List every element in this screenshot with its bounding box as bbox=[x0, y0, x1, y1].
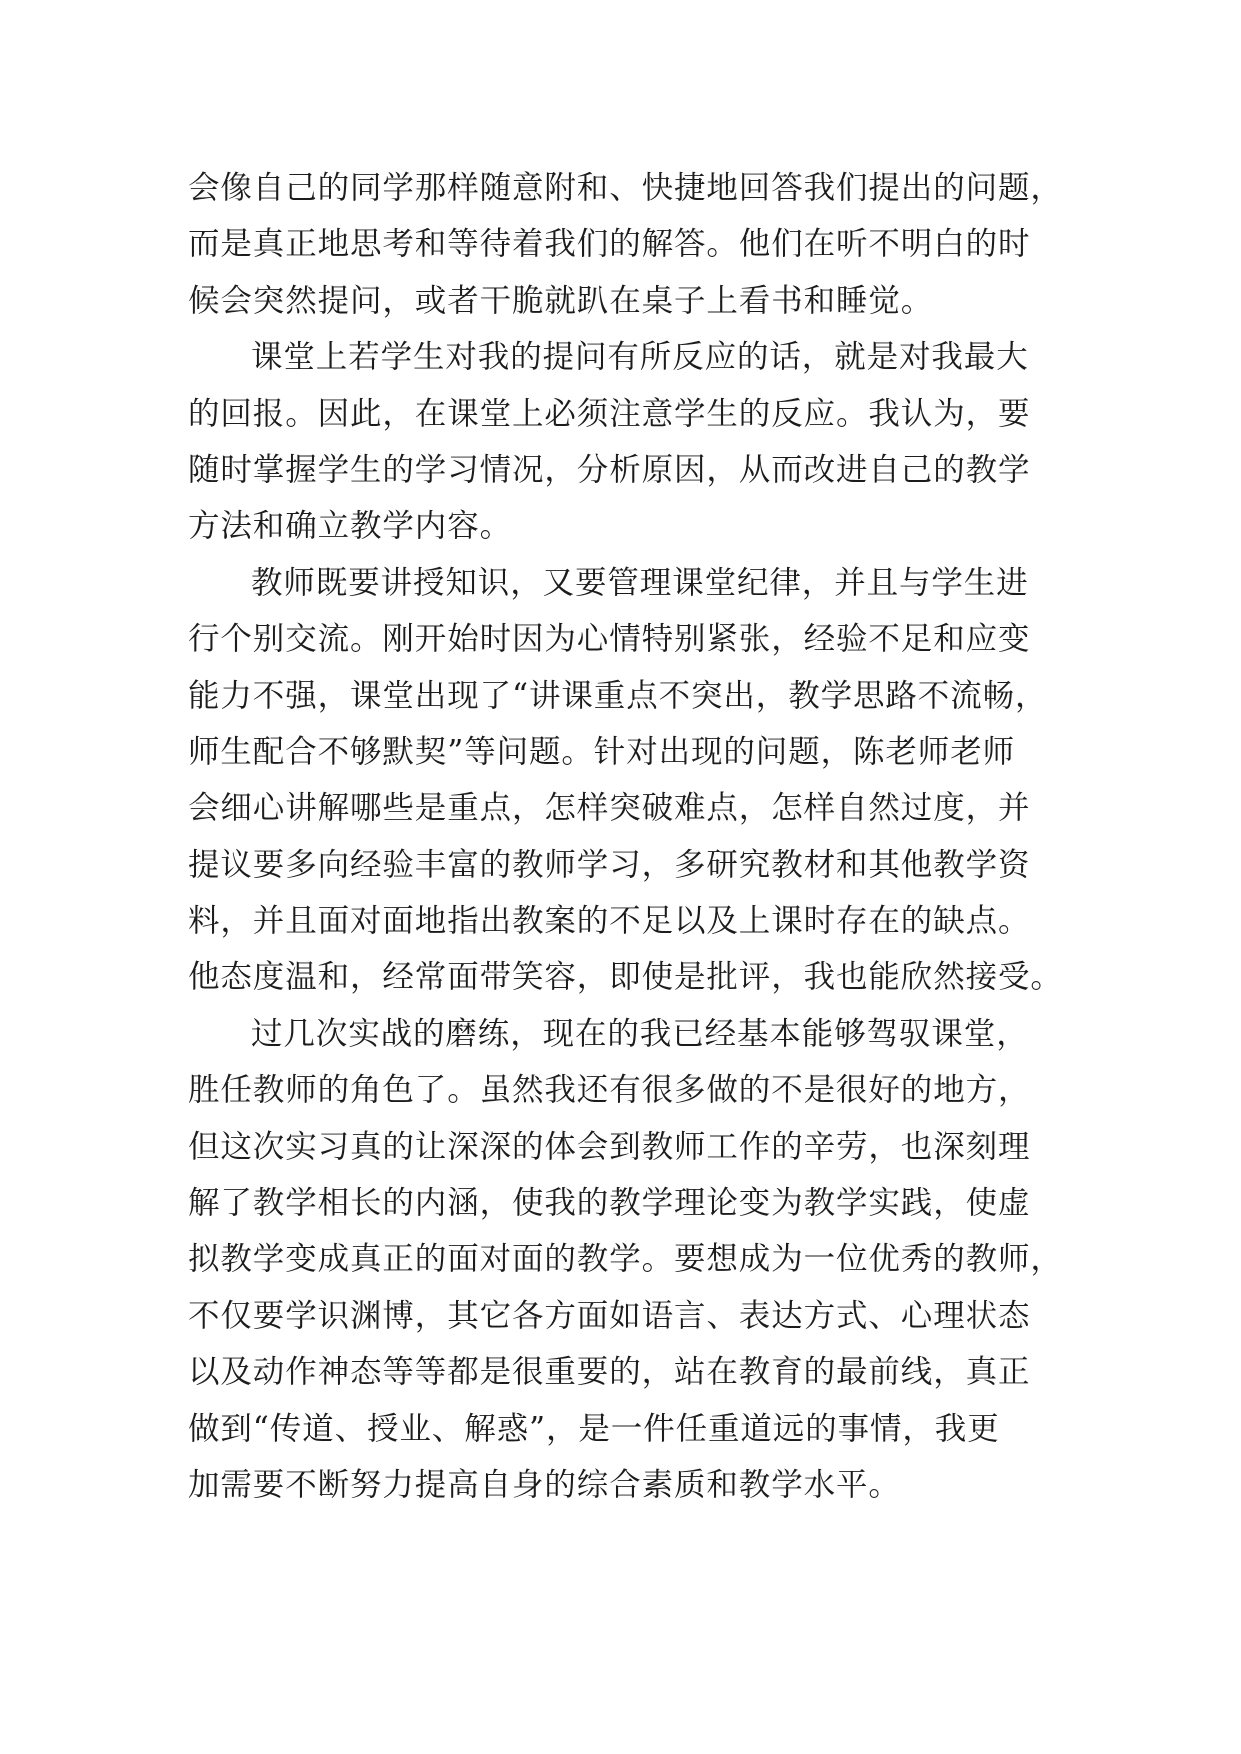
document-body bbox=[188, 160, 1088, 1513]
paragraph-1 bbox=[188, 160, 1088, 329]
text-line: 加需要不断努力提高自身的综合素质和教学水平。 bbox=[188, 1466, 901, 1503]
paragraph-4 bbox=[188, 1006, 1088, 1514]
text-line: 的回报。因此，在课堂上必须注意学生的反应。我认为，要 bbox=[188, 395, 1031, 432]
text-line: 不仅要学识渊博，其它各方面如语言、表达方式、心理状态 bbox=[188, 1297, 1031, 1334]
text-line: 行个别交流。刚开始时因为心情特别紧张，经验不足和应变 bbox=[188, 621, 1031, 658]
text-line: 师生配合不够默契”等问题。针对出现的问题，陈老师老师 bbox=[188, 733, 1016, 770]
text-line: 他态度温和，经常面带笑容，即使是批评，我也能欣然接受。 bbox=[188, 959, 1063, 996]
text-line: 会细心讲解哪些是重点，怎样突破难点，怎样自然过度，并 bbox=[188, 790, 1031, 827]
text-line: 而是真正地思考和等待着我们的解答。他们在听不明白的时 bbox=[188, 226, 1031, 263]
text-line: 能力不强，课堂出现了“讲课重点不突出，教学思路不流畅， bbox=[188, 677, 1048, 714]
text-line: 但这次实习真的让深深的体会到教师工作的辛劳，也深刻理 bbox=[188, 1128, 1031, 1165]
text-line: 拟教学变成真正的面对面的教学。要想成为一位优秀的教师， bbox=[188, 1241, 1063, 1278]
text-line: 提议要多向经验丰富的教师学习，多研究教材和其他教学资 bbox=[188, 846, 1031, 883]
text-line: 会像自己的同学那样随意附和、快捷地回答我们提出的问题， bbox=[188, 170, 1063, 206]
text-line: 教师既要讲授知识，又要管理课堂纪律，并且与学生进 bbox=[251, 564, 1029, 601]
paragraph-3 bbox=[188, 555, 1088, 1006]
text-line: 过几次实战的磨练，现在的我已经基本能够驾驭课堂， bbox=[251, 1015, 1029, 1052]
text-line: 料，并且面对面地指出教案的不足以及上课时存在的缺点。 bbox=[188, 903, 1031, 940]
text-line: 做到“传道、授业、解惑”，是一件任重道远的事情，我更 bbox=[188, 1410, 1000, 1447]
text-line: 候会突然提问，或者干脆就趴在桌子上看书和睡觉。 bbox=[188, 282, 934, 319]
text-line: 解了教学相长的内涵，使我的教学理论变为教学实践，使虚 bbox=[188, 1185, 1031, 1222]
text-line: 方法和确立教学内容。 bbox=[188, 508, 513, 545]
text-line: 以及动作神态等等都是很重要的，站在教育的最前线，真正 bbox=[188, 1354, 1031, 1391]
text-line: 随时掌握学生的学习情况，分析原因，从而改进自己的教学 bbox=[188, 451, 1031, 488]
text-line: 胜任教师的角色了。虽然我还有很多做的不是很好的地方， bbox=[188, 1072, 1031, 1109]
paragraph-2 bbox=[188, 329, 1088, 555]
text-line: 课堂上若学生对我的提问有所反应的话，就是对我最大 bbox=[251, 339, 1029, 376]
